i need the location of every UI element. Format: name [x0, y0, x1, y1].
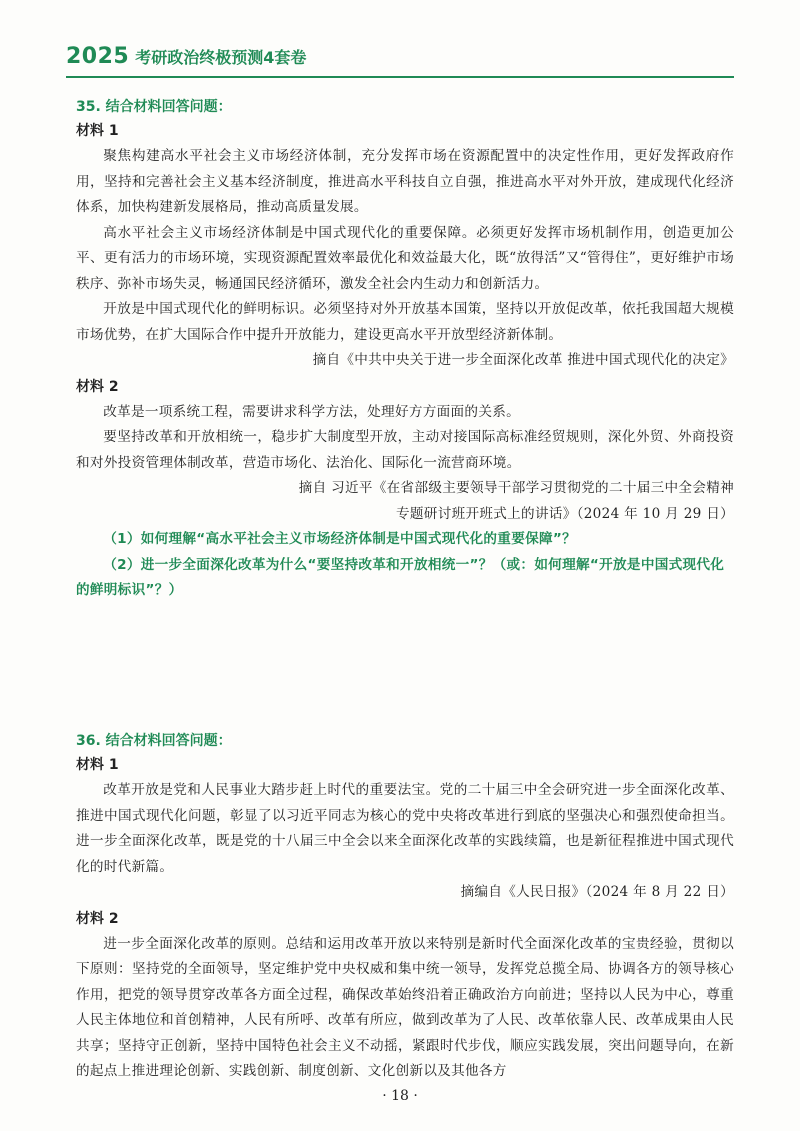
- q36-material-2-paragraph-1: 进一步全面深化改革的原则。总结和运用改革开放以来特别是新时代全面深化改革的宝贵经验，贯彻以下原则：坚持党的全面领导，坚定维护党中央权威和集中统一领导，发挥党总揽全局、协调各方的领导核心作用，把党的领导贯穿改革各方面全过程，确保改革始终沿着正确政治方向前进；坚持以人民为中心，尊重人民主体地位和首创精神，人民有所呼、改革有所应，做到改革为了人民、改革依靠人民、改革成果由人民共享；坚持守正创新，坚持中国特色社会主义不动摇，紧跟时代步伐，顺应实践发展，突出问题导向，在新的起点上推进理论创新、实践创新、制度创新、文化创新以及其他各方: [76, 935, 734, 1079]
- q35-material-2-source-line-2: 专题研讨班开班式上的讲话》（2024 年 10 月 29 日）: [396, 505, 734, 522]
- question-36: [76, 730, 734, 1085]
- q36-material-2-label: 材料 2: [76, 910, 119, 927]
- page-number: · 18 ·: [382, 1088, 418, 1104]
- q35-material-2-source-line-1: 摘自 习近平《在省部级主要领导干部学习贯彻党的二十届三中全会精神: [298, 480, 734, 496]
- question-35-heading: 35. 结合材料回答问题：: [76, 99, 232, 115]
- q35-material-1-paragraph-1: 聚焦构建高水平社会主义市场经济体制，充分发挥市场在资源配置中的决定性作用，更好发挥政府作用，坚持和完善社会主义基本经济制度，推进高水平科技自立自强，推进高水平对外开放，建成现代化经济体系，加快构建新发展格局，推动高质量发展。: [76, 148, 734, 215]
- q36-material-1-label: 材料 1: [76, 757, 119, 773]
- q35-material-1-label: 材料 1: [76, 123, 119, 139]
- q35-material-2-paragraph-2: 要坚持改革和开放相统一，稳步扩大制度型开放，主动对接国际高标准经贸规则，深化外贸、外商投资和对外投资管理体制改革，营造市场化、法治化、国际化一流营商环境。: [76, 429, 734, 471]
- q36-material-1-source: 摘编自《人民日报》（2024 年 8 月 22 日）: [460, 884, 734, 900]
- header-title: 考研政治终极预测4套卷: [135, 48, 307, 67]
- q35-subquestion-2: （2）进一步全面深化改革为什么“要坚持改革和开放相统一”？（或：如何理解“开放是中国式现代化的鲜明标识”？）: [76, 556, 725, 598]
- question-36-heading: 36. 结合材料回答问题：: [76, 733, 232, 749]
- q35-material-2-paragraph-1: 改革是一项系统工程，需要讲求科学方法，处理好方方面面的关系。: [103, 403, 520, 420]
- q35-material-1-paragraph-3: 开放是中国式现代化的鲜明标识。必须坚持对外开放基本国策，坚持以开放促改革，依托我国超大规模市场优势，在扩大国际合作中提升开放能力，建设更高水平开放型经济新体制。: [76, 301, 734, 343]
- header-divider: [66, 76, 734, 78]
- question-35: [76, 96, 734, 604]
- page-header: [66, 44, 306, 69]
- q35-material-1-paragraph-2: 高水平社会主义市场经济体制是中国式现代化的重要保障。必须更好发挥市场机制作用，创造更加公平、更有活力的市场环境，实现资源配置效率最优化和效益最大化，既“放得活”又“管得住”，更好维护市场秩序、弥补市场失灵，畅通国民经济循环，激发全社会内生动力和创新活力。: [76, 224, 734, 292]
- q35-material-1-source: 摘自《中共中央关于进一步全面深化改革 推进中国式现代化的决定》: [312, 352, 734, 368]
- header-year: 2025: [66, 44, 130, 69]
- q35-subquestion-1: （1）如何理解“高水平社会主义市场经济体制是中国式现代化的重要保障”？: [103, 531, 577, 547]
- q35-material-2-label: 材料 2: [76, 378, 119, 395]
- q36-material-1-paragraph-1: 改革开放是党和人民事业大踏步赶上时代的重要法宝。党的二十届三中全会研究进一步全面深化改革、推进中国式现代化问题，彰显了以习近平同志为核心的党中央将改革进行到底的坚强决心和强烈使命担当。进一步全面深化改革，既是党的十八届三中全会以来全面深化改革的实践续篇，也是新征程推进中国式现代化的时代新篇。: [76, 782, 734, 875]
